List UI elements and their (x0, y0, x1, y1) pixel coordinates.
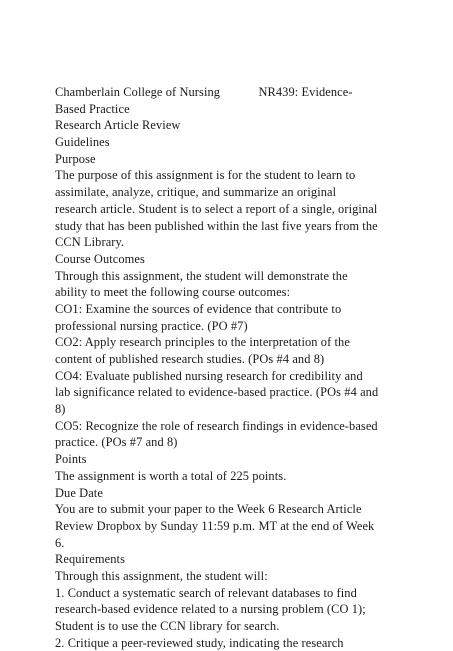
section-heading-purpose: Purpose (55, 151, 96, 166)
course-outcome-co2: content of published research studies. (POs #4 and 8) (55, 352, 325, 366)
document-title-continued: Guidelines (55, 135, 110, 150)
requirements-text: Through this assignment, the student will: (55, 568, 268, 583)
document-title: Research Article Review (55, 118, 181, 133)
course-outcome-co5: CO5: Recognize the role of research findings in evidence-based (55, 418, 378, 433)
course-outcome-co1: professional nursing practice. (PO #7) (55, 318, 248, 333)
course-outcome-co4: lab significance related to evidence-based practice. (POs #4 and (55, 385, 379, 400)
document-body (55, 84, 415, 651)
header-line-continued: Based Practice (55, 101, 130, 116)
section-heading-requirements: Requirements (55, 552, 126, 567)
section-heading-points: Points (55, 452, 87, 467)
purpose-text: research article. Student is to select a report of a single, original (55, 201, 378, 216)
purpose-text: assimilate, analyze, critique, and summarize an original (55, 185, 337, 200)
course-outcome-co4: CO4: Evaluate published nursing research for credibility and (55, 368, 363, 383)
requirement-item-1: 1. Conduct a systematic search of relevant databases to find (55, 585, 357, 600)
requirement-item-2: 2. Critique a peer-reviewed study, indicating the research (55, 635, 344, 650)
purpose-text: CCN Library. (55, 235, 125, 250)
course-outcomes-text: ability to meet the following course outcomes: (55, 285, 291, 300)
due-date-text: 6. (55, 535, 65, 550)
purpose-text: study that has been published within the last five years from the (55, 218, 378, 233)
section-heading-due-date: Due Date (55, 485, 103, 500)
points-text: The assignment is worth a total of 225 points. (55, 468, 287, 483)
course-outcome-co1: CO1: Examine the sources of evidence that contribute to (55, 301, 342, 316)
due-date-text: You are to submit your paper to the Week 6 Research Article (55, 502, 362, 517)
section-heading-course-outcomes: Course Outcomes (55, 251, 145, 266)
course-outcome-co4: 8) (55, 402, 66, 417)
course-outcome-co5: practice. (POs #7 and 8) (55, 435, 178, 450)
requirement-item-1: Student is to use the CCN library for search. (55, 619, 280, 633)
course-outcome-co2: CO2: Apply research principles to the interpretation of the (55, 335, 350, 350)
purpose-text: The purpose of this assignment is for the student to learn to (55, 168, 356, 183)
due-date-text: Review Dropbox by Sunday 11:59 p.m. MT at the end of Week (55, 518, 375, 533)
course-outcomes-text: Through this assignment, the student will demonstrate the (55, 268, 348, 283)
requirement-item-1: research-based evidence related to a nursing problem (CO 1); (55, 602, 366, 617)
header-line: Chamberlain College of Nursing NR439: Evidence- (55, 85, 353, 99)
